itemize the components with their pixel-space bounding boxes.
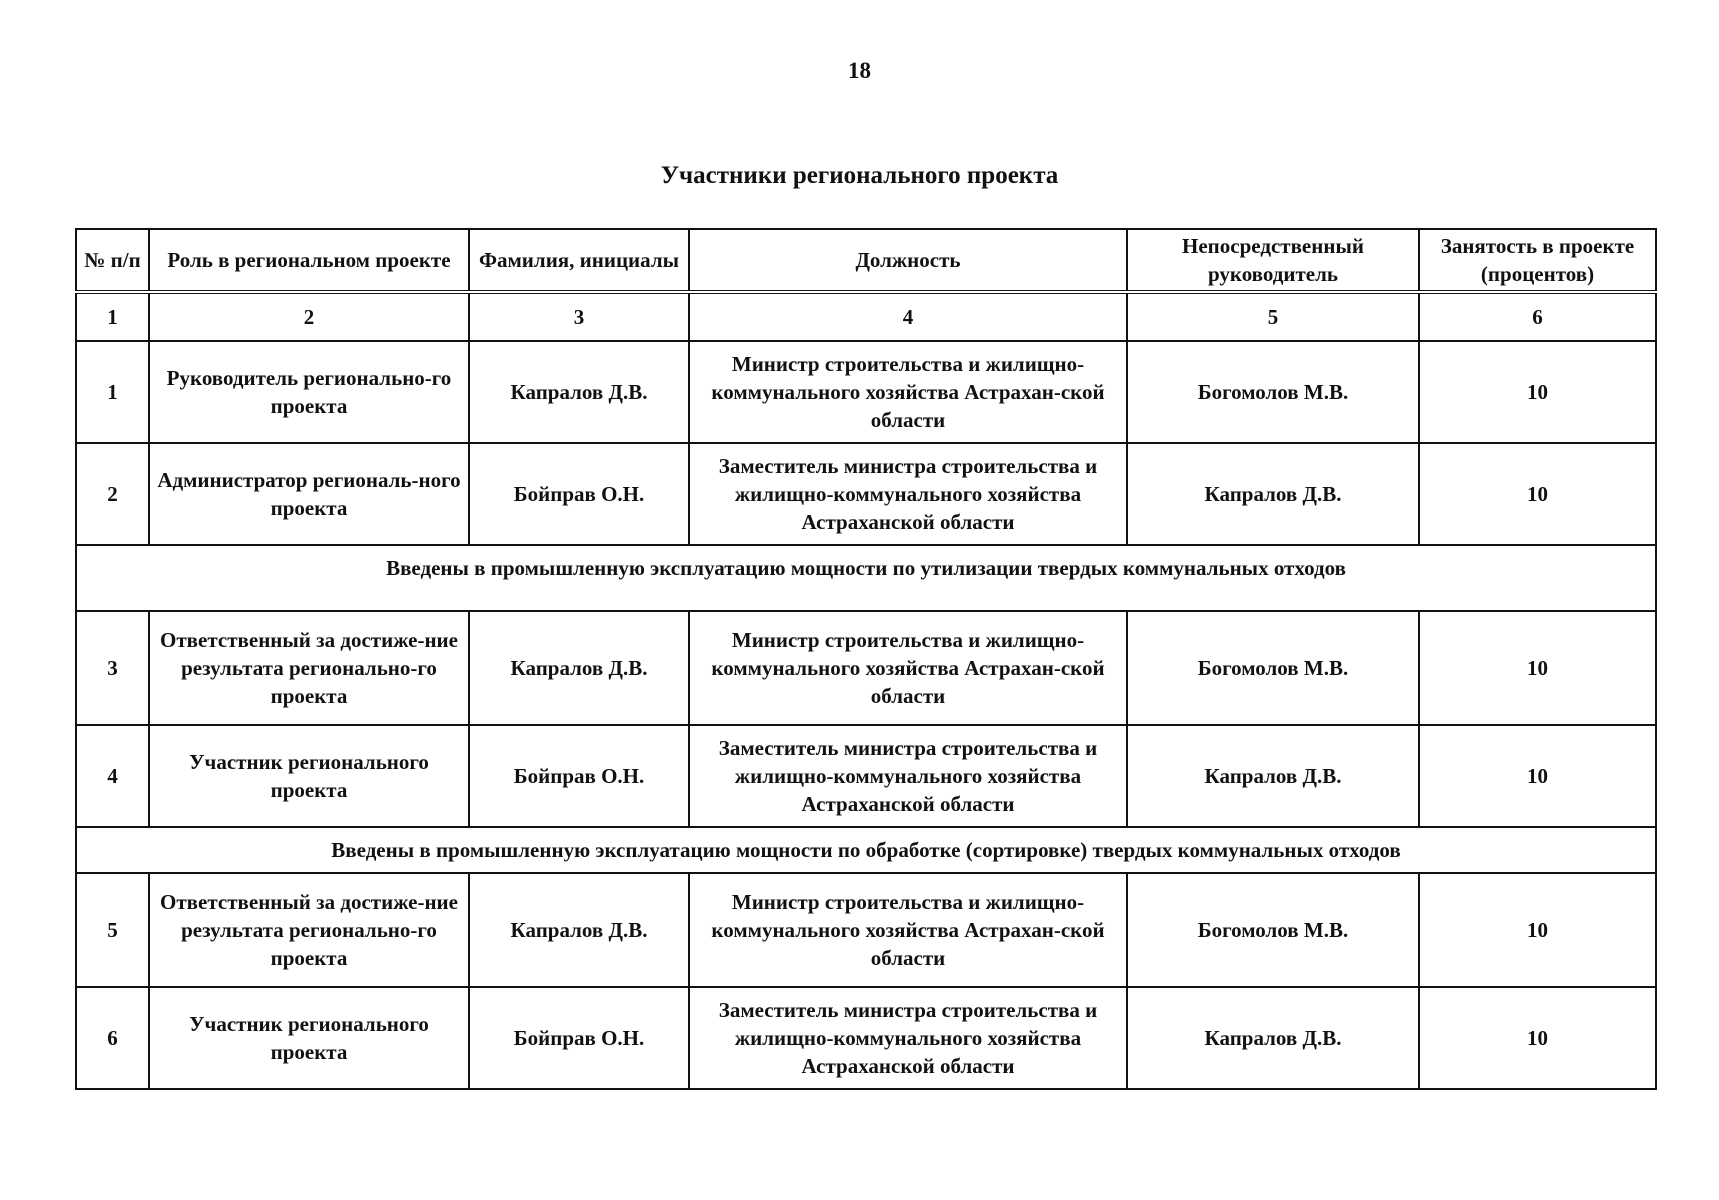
- table-row: [76, 873, 1656, 987]
- row-number: 2: [76, 443, 149, 545]
- header-position: Должность: [689, 229, 1127, 292]
- row-name: Бойправ О.Н.: [469, 443, 689, 545]
- table-header-row: [76, 229, 1656, 292]
- row-number: 6: [76, 987, 149, 1089]
- table-row: [76, 443, 1656, 545]
- column-number: 5: [1127, 292, 1419, 341]
- row-supervisor: Капралов Д.В.: [1127, 725, 1419, 827]
- row-position: Министр строительства и жилищно-коммунального хозяйства Астрахан-ской области: [689, 873, 1127, 987]
- row-position: Министр строительства и жилищно-коммунального хозяйства Астрахан-ской области: [689, 341, 1127, 443]
- row-name: Капралов Д.В.: [469, 873, 689, 987]
- row-number: 5: [76, 873, 149, 987]
- column-number: 4: [689, 292, 1127, 341]
- page-number: 18: [848, 58, 871, 83]
- row-position: Заместитель министра строительства и жилищно-коммунального хозяйства Астраханской области: [689, 443, 1127, 545]
- row-role: Ответственный за достиже-ние результата регионально-го проекта: [149, 873, 469, 987]
- header-name: Фамилия, инициалы: [469, 229, 689, 292]
- row-role: Участник регионального проекта: [149, 725, 469, 827]
- row-supervisor: Богомолов М.В.: [1127, 873, 1419, 987]
- document-title: Участники регионального проекта: [660, 162, 1059, 189]
- row-name: Бойправ О.Н.: [469, 987, 689, 1089]
- section-heading-row: [76, 545, 1656, 611]
- column-number: 3: [469, 292, 689, 341]
- row-supervisor: Капралов Д.В.: [1127, 443, 1419, 545]
- table-row: [76, 341, 1656, 443]
- header-load: Занятость в проекте (процентов): [1419, 229, 1656, 292]
- section-heading: Введены в промышленную эксплуатацию мощности по утилизации твердых коммунальных отходов: [76, 545, 1656, 611]
- table-row: [76, 611, 1656, 725]
- section-heading-row: [76, 827, 1656, 873]
- row-number: 1: [76, 341, 149, 443]
- row-number: 4: [76, 725, 149, 827]
- row-name: Бойправ О.Н.: [469, 725, 689, 827]
- column-number: 6: [1419, 292, 1656, 341]
- row-position: Заместитель министра строительства и жилищно-коммунального хозяйства Астраханской области: [689, 725, 1127, 827]
- table-row: [76, 987, 1656, 1089]
- row-supervisor: Капралов Д.В.: [1127, 987, 1419, 1089]
- header-role: Роль в региональном проекте: [149, 229, 469, 292]
- row-number: 3: [76, 611, 149, 725]
- row-position: Заместитель министра строительства и жилищно-коммунального хозяйства Астраханской области: [689, 987, 1127, 1089]
- participants-table: [75, 228, 1657, 1090]
- column-number: 1: [76, 292, 149, 341]
- row-role: Ответственный за достиже-ние результата регионально-го проекта: [149, 611, 469, 725]
- table-row: [76, 725, 1656, 827]
- row-load: 10: [1419, 611, 1656, 725]
- column-numbers-row: [76, 292, 1656, 341]
- row-load: 10: [1419, 987, 1656, 1089]
- row-supervisor: Богомолов М.В.: [1127, 611, 1419, 725]
- row-supervisor: Богомолов М.В.: [1127, 341, 1419, 443]
- row-load: 10: [1419, 873, 1656, 987]
- row-role: Администратор региональ-ного проекта: [149, 443, 469, 545]
- column-number: 2: [149, 292, 469, 341]
- row-load: 10: [1419, 443, 1656, 545]
- row-position: Министр строительства и жилищно-коммунального хозяйства Астрахан-ской области: [689, 611, 1127, 725]
- row-role: Участник регионального проекта: [149, 987, 469, 1089]
- row-role: Руководитель регионально-го проекта: [149, 341, 469, 443]
- section-heading: Введены в промышленную эксплуатацию мощности по обработке (сортировке) твердых коммунальных отходов: [76, 827, 1656, 873]
- row-load: 10: [1419, 341, 1656, 443]
- header-number: № п/п: [76, 229, 149, 292]
- row-load: 10: [1419, 725, 1656, 827]
- header-supervisor: Непосредственный руководитель: [1127, 229, 1419, 292]
- row-name: Капралов Д.В.: [469, 341, 689, 443]
- row-name: Капралов Д.В.: [469, 611, 689, 725]
